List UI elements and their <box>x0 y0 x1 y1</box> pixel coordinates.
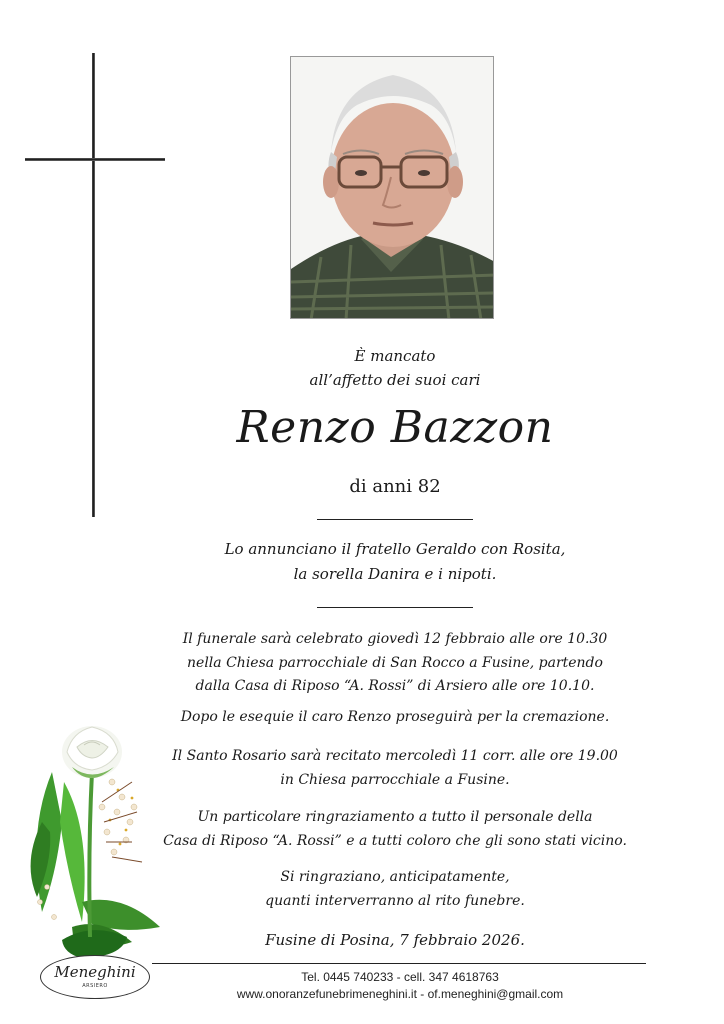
thanks-info <box>150 806 640 853</box>
advance-thanks-line: quanti interverranno al rito funebre. <box>265 892 525 909</box>
cross-icon <box>92 53 95 517</box>
company-logo <box>40 955 152 1001</box>
rosary-line: in Chiesa parrocchiale a Fusine. <box>280 771 510 788</box>
funeral-info <box>150 628 640 699</box>
announcement-line: Lo annunciano il fratello Geraldo con Rosita, <box>224 540 566 558</box>
portrait-photo <box>290 56 494 319</box>
funeral-line: nella Chiesa parrocchiale di San Rocco a Fusine, partendo <box>187 654 603 671</box>
deceased-age: di anni 82 <box>349 476 441 497</box>
announcement-line: la sorella Danira e i nipoti. <box>293 565 497 583</box>
advance-thanks <box>150 866 640 913</box>
intro-text <box>150 344 640 392</box>
logo-name: Meneghini <box>54 963 136 981</box>
white-rose-icon <box>22 712 172 960</box>
deceased-name: Renzo Bazzon <box>236 402 554 453</box>
divider <box>317 519 473 520</box>
divider <box>317 607 473 608</box>
cross-icon-bar <box>25 158 165 161</box>
contact-web[interactable]: www.onoranzefunebrimeneghini.it - of.meneghini@gmail.com <box>236 987 564 1001</box>
thanks-line: Casa di Riposo “A. Rossi” e a tutti coloro che gli sono stati vicino. <box>163 832 627 849</box>
cremation-info <box>150 706 640 730</box>
intro-line: È mancato <box>354 347 436 365</box>
rosary-info <box>150 745 640 792</box>
place-date: Fusine di Posina, 7 febbraio 2026. <box>265 931 525 949</box>
thanks-line: Un particolare ringraziamento a tutto il personale della <box>197 809 593 825</box>
advance-thanks-line: Si ringraziano, anticipatamente, <box>280 869 510 885</box>
announcement <box>150 537 640 587</box>
intro-line: all’affetto dei suoi cari <box>309 371 481 389</box>
cremation-line: Dopo le esequie il caro Renzo proseguirà per la cremazione. <box>180 709 610 725</box>
funeral-line: dalla Casa di Riposo “A. Rossi” di Arsiero alle ore 10.10. <box>195 678 595 694</box>
contact-phone: Tel. 0445 740233 - cell. 347 4618763 <box>301 970 499 984</box>
funeral-line: Il funerale sarà celebrato giovedì 12 febbraio alle ore 10.30 <box>182 631 608 647</box>
logo-subtitle: ARSIERO <box>82 983 108 989</box>
rosary-line: Il Santo Rosario sarà recitato mercoledì 11 corr. alle ore 19.00 <box>172 748 618 764</box>
footer-divider <box>152 963 646 964</box>
